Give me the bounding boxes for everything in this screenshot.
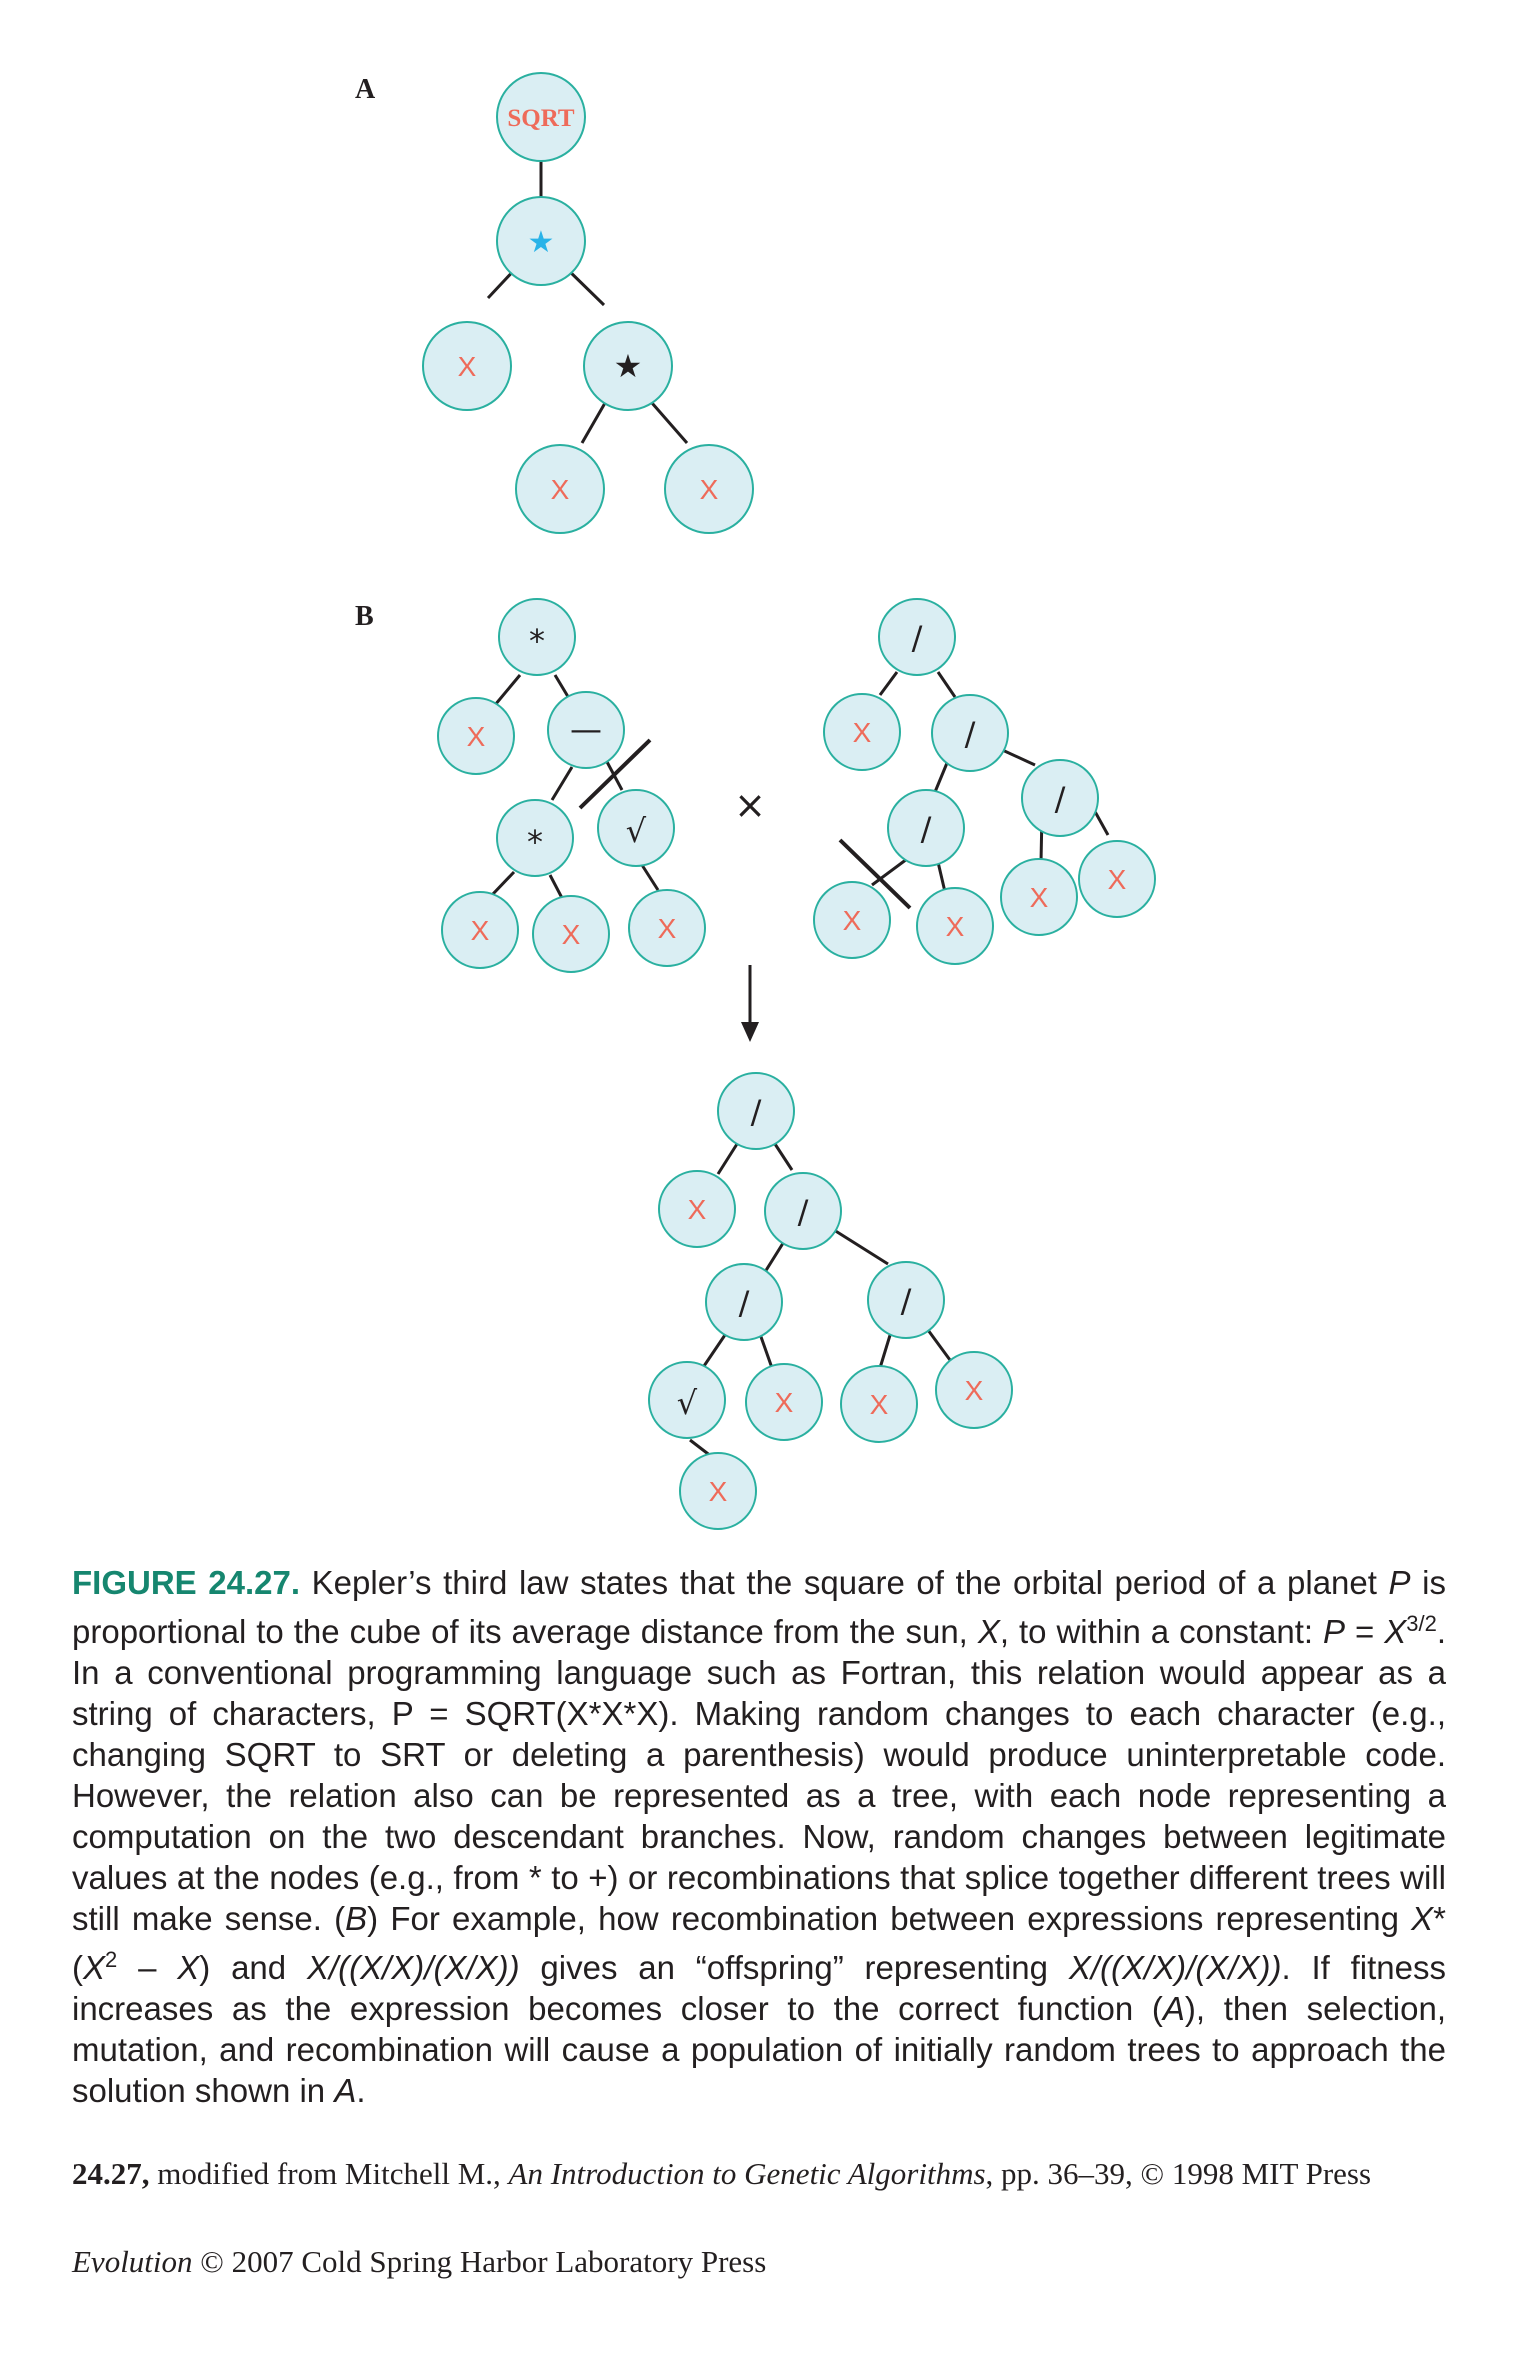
caption-expr: X/((X/X)/(X/X)) [1068, 1949, 1282, 1986]
offspring-node-div-root [718, 1073, 794, 1149]
parent1-node-x2 [533, 896, 609, 972]
caption-expr: X [83, 1949, 106, 1986]
black-star-icon: ★ [613, 347, 643, 385]
x-label: X [869, 1389, 889, 1420]
panel-b-label: B [355, 601, 374, 632]
down-arrow-icon [741, 965, 759, 1042]
credit-text: modified from Mitchell M., [149, 2156, 509, 2191]
parent1-node-minus [548, 692, 624, 768]
caption-text: ) For example, how recombination between expressions representing [367, 1900, 1412, 1937]
caption-text: , to within a constant: [999, 1613, 1323, 1650]
cross-symbol: × [734, 783, 766, 827]
tree-a-node-x-ll [516, 445, 604, 533]
caption-var: P [1388, 1564, 1411, 1601]
asterisk-label: * [527, 823, 543, 861]
caption-var: X [977, 1613, 1000, 1650]
parent2-edge [880, 672, 897, 695]
figure-caption [72, 1562, 1446, 2111]
slash-label: / [750, 1093, 762, 1131]
parent2-edge [872, 859, 907, 885]
offspring-node-div2 [706, 1264, 782, 1340]
tree-a-sqrt-label: SQRT [507, 105, 575, 132]
caption-var: X [1384, 1613, 1407, 1650]
caption-ref: A [1162, 1990, 1185, 2027]
x-label: X [550, 474, 570, 505]
sqrt-label: √ [676, 1384, 698, 1422]
offspring-tree [649, 1073, 1012, 1529]
x-label: X [964, 1375, 984, 1406]
parent2-node-x [824, 694, 900, 770]
parent2-edge [938, 672, 955, 697]
offspring-edge [760, 1334, 772, 1368]
parent2-edge [935, 763, 947, 792]
caption-expr: *( [72, 1900, 1446, 1986]
x-label: X [457, 351, 477, 382]
offspring-edge [765, 1240, 785, 1272]
parent1-node-mult [497, 800, 573, 876]
caption-text: . In a conventional programming language such as Fortran, this relation would appear as a string of characters, P = SQRT(X*X*X). Making random changes to each character (e.g., changing SQRT to SRT or deleting a parenthesis) would produce uninterpretable code. However, the relation also can be represented as a tree, with each node representing a computation on the two descendant branches. Now, random changes between legitimate values at the nodes (e.g., from * to +) or recombinations that splice together different trees will still make sense. ( [72, 1613, 1447, 1937]
caption-text: ), then selection, mutation, and recombination will cause a population of initially random trees to approach the solution shown in [72, 1990, 1447, 2109]
parent2-node-x2 [917, 888, 993, 964]
parent1-edge [492, 872, 514, 895]
asterisk-label: * [529, 622, 545, 660]
slash-label: / [900, 1282, 912, 1320]
tree-a-node-mult-blue [497, 197, 585, 285]
caption-ref: B [345, 1900, 368, 1937]
offspring-node-x2 [841, 1366, 917, 1442]
tree-a-node-sqrt [497, 73, 585, 161]
slash-label: / [797, 1193, 809, 1231]
parent-tree-1 [438, 599, 705, 972]
footer-book-title: Evolution [72, 2244, 193, 2279]
caption-expr: X [177, 1949, 200, 1986]
parent1-node-x1 [442, 892, 518, 968]
slash-label: / [920, 810, 932, 848]
parent1-node-x [438, 698, 514, 774]
tree-a-node-x-lr [665, 445, 753, 533]
parent2-node-div-root [879, 599, 955, 675]
caption-var: P [1323, 1613, 1346, 1650]
parent1-node-x3 [629, 890, 705, 966]
tree-a-node-mult-black [584, 322, 672, 410]
x-label: X [699, 474, 719, 505]
x-label: X [561, 919, 581, 950]
x-label: X [657, 913, 677, 944]
caption-text: is proportional to the cube of its average distance from the sun, [72, 1564, 1447, 1650]
slash-label: / [964, 715, 976, 753]
x-label: X [1029, 882, 1049, 913]
caption-ref: A [334, 2072, 357, 2109]
offspring-edge [880, 1332, 891, 1368]
parent2-node-div1 [932, 695, 1008, 771]
offspring-edge [775, 1144, 792, 1170]
slash-label: / [911, 619, 923, 657]
tree-a-edge [652, 403, 687, 443]
parent1-edge [495, 675, 520, 705]
footer-text: © 2007 Cold Spring Harbor Laboratory Press [192, 2244, 767, 2279]
x-label: X [774, 1387, 794, 1418]
x-label: X [852, 717, 872, 748]
x-label: X [687, 1194, 707, 1225]
parent1-edge [642, 865, 658, 890]
x-label: X [842, 905, 862, 936]
slash-label: / [738, 1284, 750, 1322]
credit-text: , pp. 36–39, © 1998 MIT Press [985, 2156, 1372, 2191]
offspring-edge [834, 1230, 888, 1264]
figure-credit [72, 2156, 1472, 2192]
offspring-node-div3 [868, 1262, 944, 1338]
caption-exponent: 2 [105, 1947, 118, 1972]
parent2-edge [938, 862, 945, 892]
parent2-node-div3 [888, 790, 964, 866]
panel-a-label: A [355, 74, 376, 105]
slash-label: / [1054, 780, 1066, 818]
page-footer [72, 2244, 766, 2280]
offspring-edge [718, 1144, 737, 1174]
x-label: X [466, 721, 486, 752]
parent1-node-sqrt [598, 790, 674, 866]
tree-a-edge [582, 403, 605, 443]
parent2-node-x1 [814, 882, 890, 958]
parent2-node-x3 [1001, 859, 1077, 935]
parent1-edge [552, 767, 572, 800]
offspring-node-x1 [746, 1364, 822, 1440]
caption-text: gives an “offspring” representing [519, 1949, 1069, 1986]
x-label: X [470, 915, 490, 946]
caption-expr: X/((X/X)/(X/X)) [306, 1949, 520, 1986]
offspring-edge [704, 1332, 727, 1366]
credit-number: 24.27, [72, 2156, 150, 2191]
caption-expr: – [117, 1949, 178, 1986]
caption-text: Kepler’s third law states that the square of the orbital period of a planet [300, 1564, 1389, 1601]
offspring-node-div1 [765, 1173, 841, 1249]
parent2-node-div2 [1022, 760, 1098, 836]
offspring-node-sqrt [649, 1362, 725, 1438]
blue-star-icon: ★ [527, 225, 555, 260]
tree-a [423, 73, 753, 533]
parent1-edge [550, 875, 562, 898]
x-label: X [708, 1476, 728, 1507]
parent-tree-2 [814, 599, 1155, 964]
figure-label: FIGURE 24.27. [72, 1564, 301, 1601]
parent1-node-mult-root [499, 599, 575, 675]
minus-label: — [570, 710, 602, 748]
caption-text: . [356, 2072, 366, 2109]
caption-text: . If fitness increases as the expression becomes closer to the correct function ( [72, 1949, 1446, 2027]
offspring-node-x4 [680, 1453, 756, 1529]
credit-book-title: An Introduction to Genetic Algorithms [508, 2156, 986, 2191]
x-label: X [945, 911, 965, 942]
x-label: X [1107, 864, 1127, 895]
offspring-edge [928, 1330, 950, 1360]
caption-exponent: 3/2 [1406, 1611, 1437, 1636]
offspring-node-x [659, 1171, 735, 1247]
tree-a-node-x-left [423, 322, 511, 410]
offspring-node-x3 [936, 1352, 1012, 1428]
caption-text: = [1345, 1613, 1385, 1650]
sqrt-label: √ [625, 812, 647, 850]
caption-expr: X [1411, 1900, 1434, 1937]
parent2-node-x4 [1079, 841, 1155, 917]
caption-text: ) and [199, 1949, 307, 1986]
